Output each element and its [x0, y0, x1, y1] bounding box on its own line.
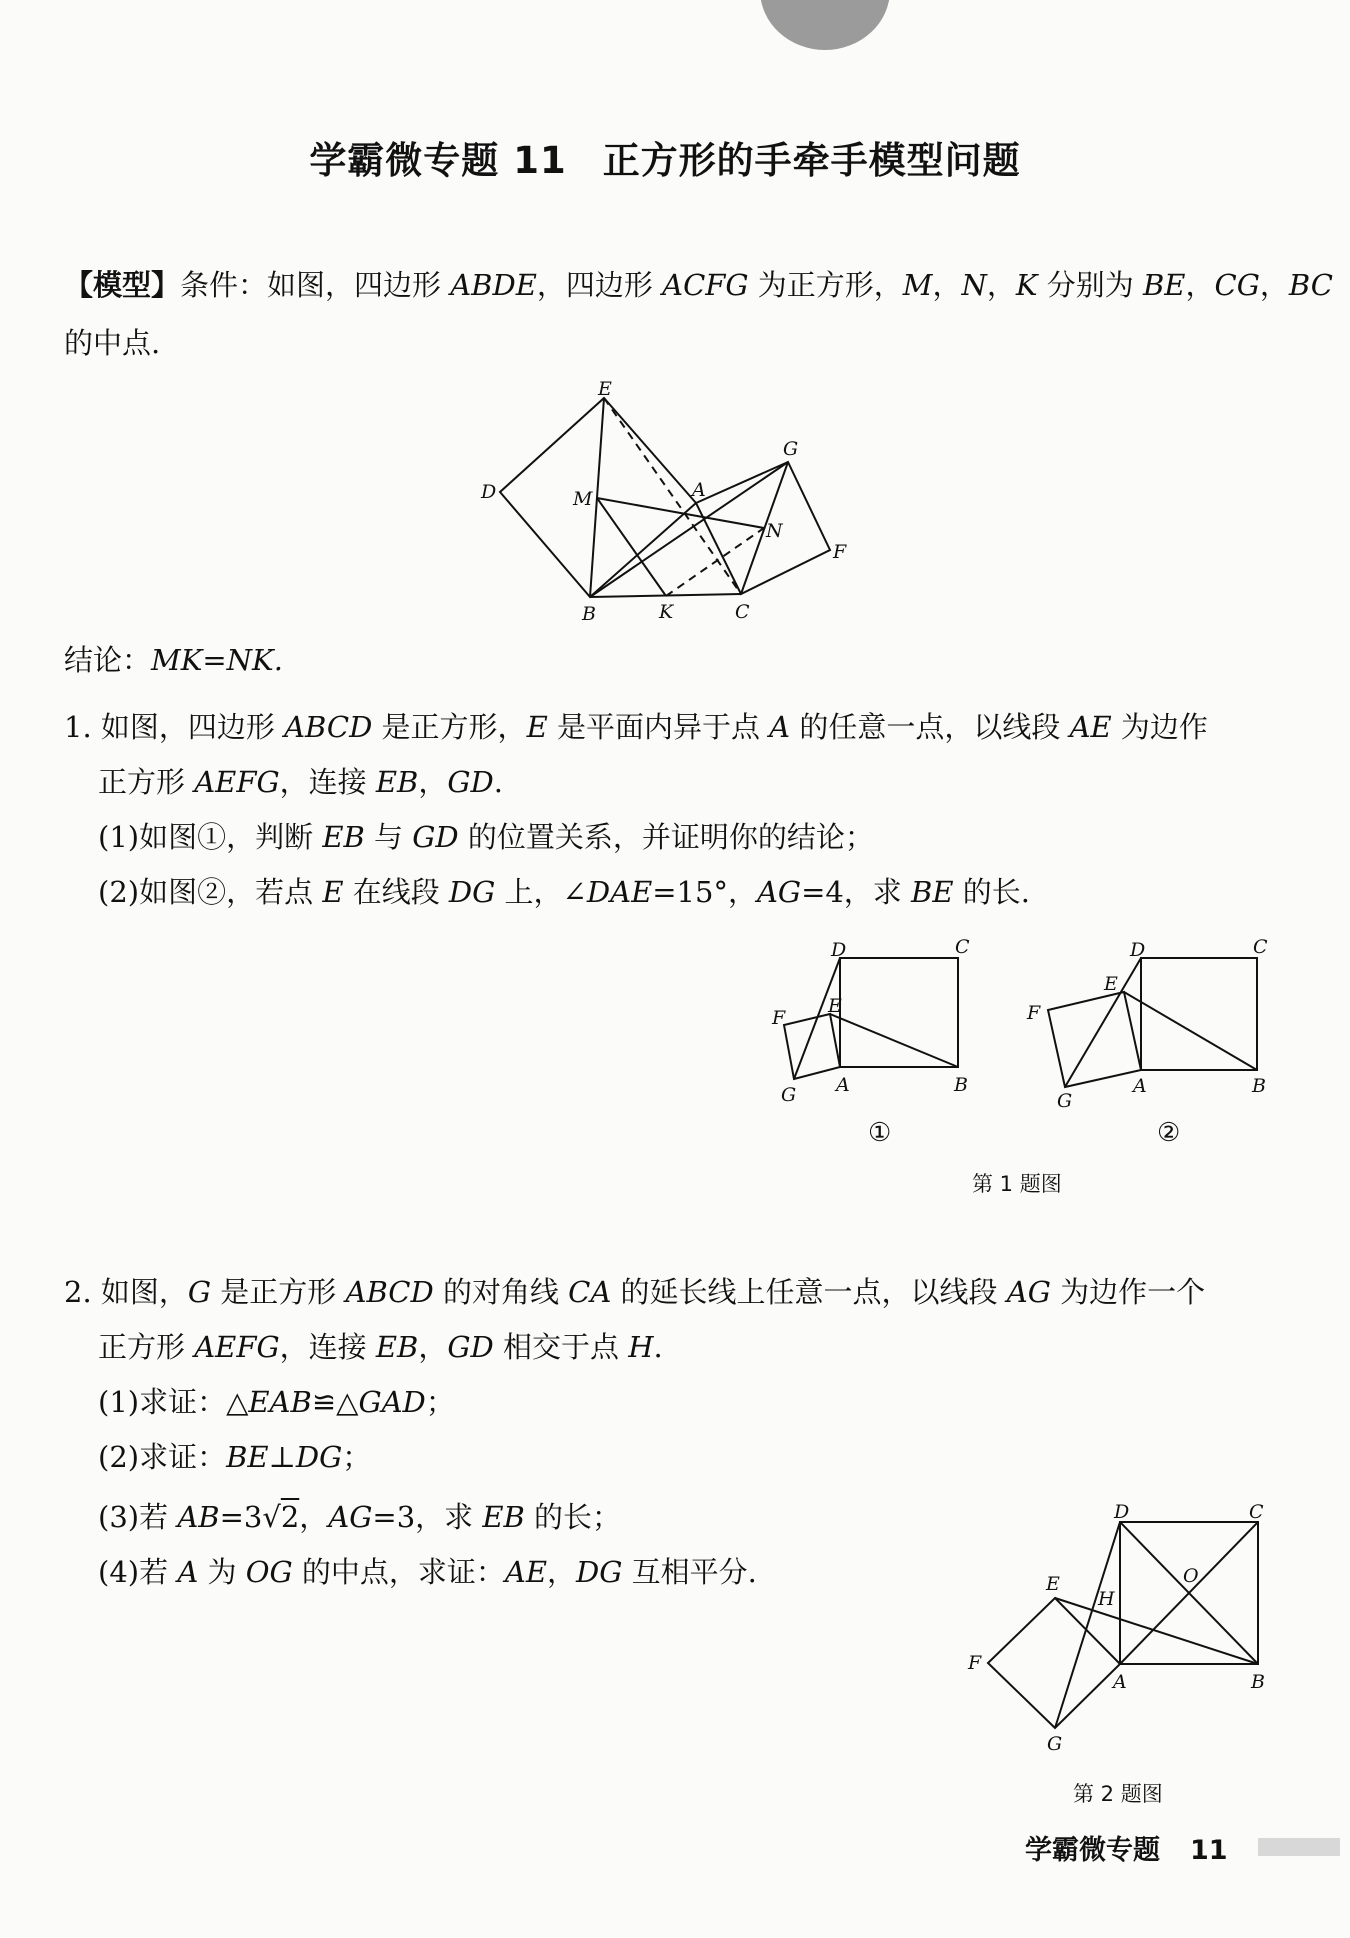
q1-text: 的位置关系，并证明你的结论； [458, 820, 874, 854]
label-b-q2: B [1251, 1671, 1265, 1693]
q1-var: DG [448, 875, 496, 909]
q2-text: 为 [198, 1555, 246, 1589]
q1-caption: 第 1 题图 [972, 1172, 1062, 1196]
label-b: B [582, 603, 596, 625]
square-abcd-fig2 [1141, 958, 1257, 1070]
q1-text: 的长. [953, 875, 1030, 909]
square-aefg-fig2 [1048, 992, 1141, 1087]
q2-text: (2)求证： [98, 1440, 227, 1474]
q2-var: OG [245, 1555, 293, 1589]
q2-var: A [177, 1555, 199, 1589]
square-abcd-fig1 [840, 958, 958, 1067]
model-quad-1: ABDE [450, 268, 537, 302]
model-line-2 [64, 326, 160, 361]
model-segment: BC [1288, 268, 1333, 302]
q2-text: . [653, 1330, 663, 1364]
q2-var: DG [576, 1555, 623, 1589]
q1-var: E [526, 710, 548, 744]
q1-text: 正方形 [98, 765, 195, 799]
q2-text: ，连接 [279, 1330, 376, 1364]
q2-part-4 [98, 1555, 757, 1590]
model-text: ， [1185, 268, 1215, 302]
page-top-decoration [760, 0, 890, 50]
label-a: A [692, 479, 706, 501]
q1-var: AE [1069, 710, 1112, 744]
q1-fig2-tag: ② [1157, 1118, 1181, 1148]
model-quad-2: ACFG [662, 268, 749, 302]
label-n: N [766, 520, 783, 542]
q1-text: 为边作 [1111, 710, 1208, 744]
q2-text: ； [425, 1385, 455, 1419]
label-d-fig1: D [831, 939, 847, 961]
q2-text: =3，求 [372, 1500, 483, 1534]
q2-var: AE [504, 1555, 547, 1589]
q2-var: GAD [358, 1385, 426, 1419]
q1-text: 是平面内异于点 [547, 710, 770, 744]
q1-var: AEFG [194, 765, 280, 799]
q2-var: CA [568, 1275, 612, 1309]
conclusion-label: 结论： [64, 643, 152, 677]
q1-text: ， [418, 765, 448, 799]
segment-eb-fig1 [830, 1014, 958, 1067]
label-c: C [735, 601, 750, 623]
square-aefg-q2 [988, 1598, 1120, 1728]
page-title [0, 130, 1330, 184]
q1-figure-1 [765, 935, 970, 1106]
label-a-q2: A [1113, 1671, 1127, 1693]
q2-var: AEFG [194, 1330, 280, 1364]
q1-text: . [493, 765, 503, 799]
q1-var: A [769, 710, 791, 744]
segment-eb-fig2 [1124, 992, 1257, 1070]
q2-text: 互相平分. [622, 1555, 757, 1589]
title-main: 正方形的手牵手模型问题 [602, 139, 1021, 182]
q1-text: (1)如图①，判断 [98, 820, 323, 854]
q1-var: E [322, 875, 344, 909]
label-a-fig1: A [836, 1074, 850, 1096]
q1-text: 在线段 [343, 875, 449, 909]
label-e-q2: E [1046, 1573, 1060, 1595]
page-footer [1025, 1828, 1228, 1867]
q1-part-1 [98, 820, 874, 855]
model-text: 条件：如图，四边形 [180, 268, 451, 302]
q1-var: DAE [586, 875, 653, 909]
q1-text: 是正方形， [372, 710, 527, 744]
model-text: ， [986, 268, 1016, 302]
label-m: M [573, 488, 593, 510]
label-e-fig1: E [828, 995, 842, 1017]
q2-text: =3√ [219, 1500, 281, 1534]
q2-text: 的对角线 [433, 1275, 569, 1309]
page-number: 11 [1190, 1835, 1228, 1866]
q2-caption: 第 2 题图 [1073, 1782, 1163, 1806]
q2-text: 正方形 [98, 1330, 195, 1364]
q2-text: 相交于点 [493, 1330, 629, 1364]
label-b-fig2: B [1252, 1075, 1266, 1097]
q2-figure [955, 1495, 1265, 1755]
title-prefix: 学霸微专题 11 [309, 139, 567, 182]
q2-text: ⊥ [268, 1440, 296, 1474]
q2-text: 的中点，求证： [292, 1555, 505, 1589]
q2-var: EB [482, 1500, 525, 1534]
label-d-q2: D [1114, 1501, 1130, 1523]
q2-text: ， [547, 1555, 577, 1589]
segment-nk [666, 528, 764, 596]
q1-var: GD [412, 820, 459, 854]
q2-var: AG [328, 1500, 373, 1534]
model-text: 为正方形， [748, 268, 903, 302]
label-a-fig2: A [1133, 1075, 1147, 1097]
q2-text: ； [342, 1440, 372, 1474]
footer-label: 学霸微专题 [1025, 1835, 1160, 1866]
q1-var: AG [756, 875, 802, 909]
label-g: G [783, 438, 799, 460]
q2-var: BE [226, 1440, 269, 1474]
model-text: 分别为 [1037, 268, 1143, 302]
model-text: ， [1259, 268, 1289, 302]
model-figure [470, 378, 847, 640]
model-point: N [961, 268, 987, 302]
conclusion-text: MK=NK. [151, 643, 283, 677]
q2-line-2 [98, 1330, 663, 1365]
model-text: ， [932, 268, 962, 302]
label-b-fig1: B [954, 1074, 968, 1096]
label-f: F [833, 541, 847, 563]
q2-text: (1)求证：△ [98, 1385, 249, 1419]
q1-part-2 [98, 875, 1030, 910]
model-text: ，四边形 [536, 268, 663, 302]
segment-mn [597, 498, 764, 528]
label-e: E [598, 378, 612, 400]
label-f-fig2: F [1027, 1002, 1041, 1024]
q1-text: =15°， [652, 875, 757, 909]
model-tag: 【模型】 [64, 268, 181, 302]
label-c-fig2: C [1253, 936, 1268, 958]
label-k: K [659, 601, 674, 623]
q2-var: AG [1006, 1275, 1051, 1309]
q2-text: ≌△ [311, 1385, 359, 1419]
label-c-q2: C [1249, 1501, 1264, 1523]
square-aefg-fig1 [784, 1014, 840, 1079]
label-d: D [481, 481, 497, 503]
q2-var: AB [177, 1500, 220, 1534]
model-text: 的中点. [64, 326, 161, 360]
label-h-q2: H [1098, 1588, 1115, 1610]
model-segment: BE [1143, 268, 1186, 302]
q1-text: 的任意一点，以线段 [790, 710, 1070, 744]
q2-text: (4)若 [98, 1555, 178, 1589]
q1-var: ABCD [284, 710, 373, 744]
q2-var: DG [295, 1440, 343, 1474]
q2-text: 2. 如图， [64, 1275, 188, 1309]
model-segment: CG [1214, 268, 1260, 302]
q2-line-1 [64, 1275, 1205, 1310]
q1-var: GD [447, 765, 494, 799]
label-f-fig1: F [772, 1007, 786, 1029]
corner-decoration [1258, 1838, 1340, 1856]
model-point: M [902, 268, 933, 302]
label-c-fig1: C [955, 936, 970, 958]
q1-text: =4，求 [801, 875, 912, 909]
label-g-fig1: G [781, 1084, 797, 1106]
label-e-fig2: E [1104, 973, 1118, 995]
q1-fig1-tag: ① [868, 1118, 892, 1148]
label-f-q2: F [968, 1652, 982, 1674]
q2-text: 为边作一个 [1050, 1275, 1206, 1309]
q2-var: G [187, 1275, 212, 1309]
q2-text: (3)若 [98, 1500, 178, 1534]
segment-gd-fig2 [1065, 958, 1141, 1087]
q2-text: ， [418, 1330, 448, 1364]
q2-var: EAB [248, 1385, 312, 1419]
q1-var: EB [375, 765, 419, 799]
q1-var: BE [911, 875, 954, 909]
q1-figure-2 [1025, 935, 1275, 1110]
q2-part-3 [98, 1500, 621, 1535]
model-conclusion [64, 643, 283, 678]
q1-text: (2)如图②，若点 [98, 875, 323, 909]
label-o-q2: O [1183, 1565, 1199, 1587]
q2-text: 是正方形 [211, 1275, 346, 1309]
q1-text: 上，∠ [495, 875, 587, 909]
q1-var: EB [322, 820, 365, 854]
q2-part-1 [98, 1385, 455, 1420]
q2-var: GD [447, 1330, 494, 1364]
label-g-fig2: G [1057, 1090, 1073, 1112]
q2-var: ABCD [345, 1275, 434, 1309]
q1-text: 与 [364, 820, 413, 854]
q2-var: H [628, 1330, 654, 1364]
label-g-q2: G [1047, 1733, 1063, 1755]
model-line-1 [64, 268, 1333, 303]
model-point: K [1015, 268, 1038, 302]
segment-gd-fig1 [794, 958, 840, 1079]
q1-line-1 [64, 710, 1208, 745]
q1-line-2 [98, 765, 503, 800]
q2-text: 的长； [524, 1500, 622, 1534]
q2-text: ， [299, 1500, 329, 1534]
label-d-fig2: D [1130, 939, 1146, 961]
q2-sqrt-arg: 2 [280, 1500, 300, 1534]
q2-var: EB [375, 1330, 419, 1364]
q2-text: 的延长线上任意一点，以线段 [611, 1275, 1007, 1309]
segment-ec [604, 398, 741, 594]
q1-text: 1. 如图，四边形 [64, 710, 285, 744]
q1-text: ，连接 [279, 765, 376, 799]
q2-part-2 [98, 1440, 371, 1475]
